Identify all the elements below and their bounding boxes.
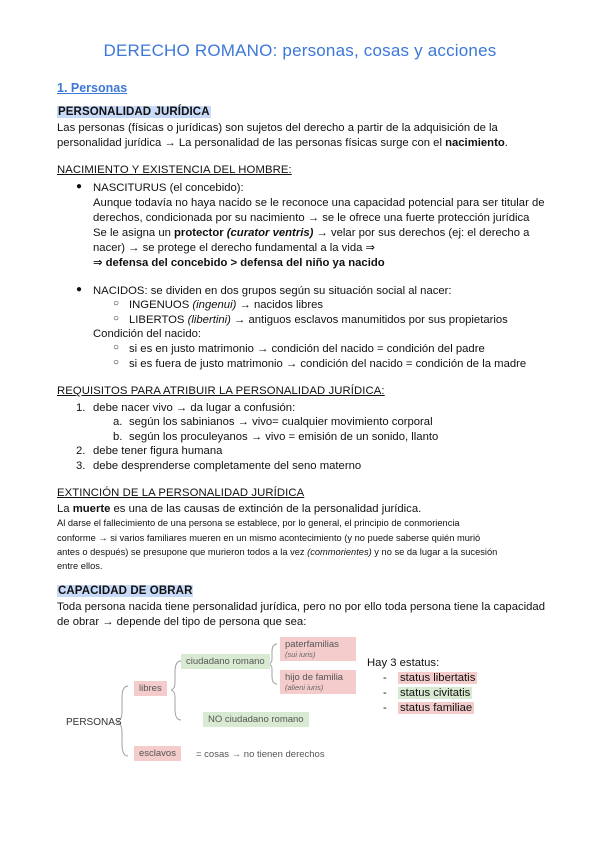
estatus-title: Hay 3 estatus: — [367, 657, 440, 669]
paragraph-line: derechos, condicionada por su nacimiento → se le ofrece una fuerte protección jurídica — [93, 212, 530, 224]
hollow-bullet-icon: ○ — [113, 342, 120, 353]
hollow-bullet-icon: ○ — [113, 357, 120, 368]
diagram-hijo-de-familia: hijo de familia (alieni iuris) — [280, 670, 356, 694]
condicion-title: Condición del nacido: — [93, 328, 202, 340]
list-item: INGENUOS (ingenui) → nacidos libres — [129, 299, 324, 311]
estatus-dash: - — [383, 672, 387, 684]
list-item: debe nacer vivo → da lugar a confusión: — [93, 402, 296, 414]
list-item: debe tener figura humana — [93, 445, 223, 457]
list-item: si es fuera de justo matrimonio → condición del nacido = condición de la madre — [129, 358, 527, 370]
small-paragraph-line: antes o después) se presupone que murieron todos a la vez (commorientes) y no se da lugar a la sucesión — [57, 547, 498, 557]
list-letter: b. — [113, 431, 123, 443]
list-item: si es en justo matrimonio → condición del nacido = condición del padre — [129, 343, 485, 355]
diagram-esclavos-note: = cosas → no tienen derechos — [196, 749, 325, 760]
paragraph-line: Toda persona nacida tiene personalidad jurídica, pero no por ello toda persona tiene la capacidad — [57, 601, 545, 613]
paragraph-line: Se le asigna un protector (curator ventris) → velar por sus derechos (ej: el derecho a — [93, 227, 530, 239]
small-paragraph-line: conforme → si varios familiares mueren en un mismo acontecimiento (y no puede saberse quién murió — [57, 533, 481, 543]
diagram-esclavos: esclavos — [134, 746, 181, 761]
list-item: debe desprenderse completamente del seno materno — [93, 460, 362, 472]
list-item: LIBERTOS (libertini) → antiguos esclavos manumitidos por sus propietarios — [129, 314, 508, 326]
estatus-civitatis: status civitatis — [400, 687, 471, 699]
small-paragraph-line: entre ellos. — [57, 561, 103, 571]
diagram-no-ciudadano: NO ciudadano romano — [203, 712, 309, 727]
diagram-ciudadano-romano: ciudadano romano — [181, 654, 270, 669]
bullet-icon: ● — [76, 181, 83, 192]
diagram-paterfamilias: paterfamilias (sui iuris) — [280, 637, 356, 661]
heading-nacimiento: NACIMIENTO Y EXISTENCIA DEL HOMBRE: — [57, 164, 292, 176]
estatus-familiae: status familiae — [400, 702, 473, 714]
paragraph-line: Las personas (físicas o jurídicas) son sujetos del derecho a partir de la adquisición de la — [57, 122, 498, 134]
bullet-icon: ● — [76, 284, 83, 295]
section-heading-personas: 1. Personas — [57, 81, 128, 95]
list-item: según los proculeyanos → vivo = emisión de un sonido, llanto — [129, 431, 439, 443]
heading-requisitos: REQUISITOS PARA ATRIBUIR LA PERSONALIDAD JURÍDICA: — [57, 385, 385, 397]
nasciturus-title: NASCITURUS (el concebido): — [93, 182, 244, 194]
list-number: 2. — [76, 445, 86, 457]
paragraph-line: La muerte es una de las causas de extinción de la personalidad jurídica. — [57, 503, 422, 515]
list-letter: a. — [113, 416, 123, 428]
estatus-libertatis: status libertatis — [400, 672, 476, 684]
heading-extincion: EXTINCIÓN DE LA PERSONALIDAD JURÍDICA — [57, 487, 305, 499]
paragraph-line: ⇒ defensa del concebido > defensa del niño ya nacido — [93, 257, 385, 269]
diagram-libres: libres — [134, 681, 167, 696]
paragraph-line: de obrar → depende del tipo de persona que sea: — [57, 616, 307, 628]
paragraph-line: personalidad jurídica → La personalidad de las personas físicas surge con el nacimiento. — [57, 137, 508, 149]
heading-capacidad-obrar: CAPACIDAD DE OBRAR — [58, 585, 193, 597]
list-number: 1. — [76, 402, 86, 414]
hollow-bullet-icon: ○ — [113, 313, 120, 324]
list-item: según los sabinianos → vivo= cualquier movimiento corporal — [129, 416, 433, 428]
list-number: 3. — [76, 460, 86, 472]
heading-personalidad-juridica: PERSONALIDAD JURÍDICA — [58, 106, 210, 118]
estatus-dash: - — [383, 687, 387, 699]
document-title: DERECHO ROMANO: personas, cosas y acciones — [103, 41, 497, 60]
hollow-bullet-icon: ○ — [113, 298, 120, 309]
diagram-personas: PERSONAS — [66, 717, 122, 728]
small-paragraph-line: Al darse el fallecimiento de una persona se establece, por lo general, el principio de conmoriencia — [57, 518, 460, 528]
paragraph-line: Aunque todavía no haya nacido se le reconoce una capacidad potencial para ser titular de — [93, 197, 545, 209]
nacidos-title: NACIDOS: se dividen en dos grupos según su situación social al nacer: — [93, 285, 452, 297]
estatus-dash: - — [383, 702, 387, 714]
paragraph-line: nacer) → se protege el derecho fundamental a la vida ⇒ — [93, 242, 376, 254]
